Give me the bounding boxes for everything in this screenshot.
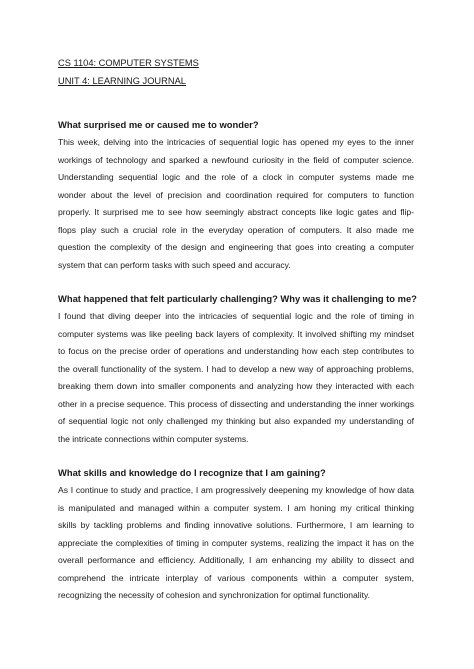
course-title: CS 1104: COMPUTER SYSTEMS (58, 58, 199, 68)
text-line: flops play such a crucial role in the everyday operation of computers. It also made me (58, 224, 414, 235)
text-line: is manipulated and managed within a computer system. I am honing my critical thinking (58, 502, 414, 513)
text-line: other in a precise sequence. This process of dissecting and understanding the inner workings (58, 398, 414, 409)
text-line: the intricate connections within computer systems. (58, 433, 249, 444)
text-line: computer systems was like peeling back layers of complexity. It involved shifting my mindset (58, 328, 414, 339)
section-paragraph (58, 482, 414, 605)
section-heading: What happened that felt particularly challenging? Why was it challenging to me? (58, 293, 417, 304)
text-line: As I continue to study and practice, I am progressively deepening my knowledge of how data (58, 485, 414, 495)
text-line: the overall functionality of the system. I had to develop a new way of approaching problems, (58, 363, 414, 374)
text-line: appreciate the complexities of timing in computer systems, realizing the impact it has on the (58, 537, 414, 548)
text-line: workings of technology and sparked a newfound curiosity in the field of computer science. (58, 154, 414, 165)
text-line: of sequential logic not only challenged my thinking but also expanded my understanding of (58, 416, 414, 426)
section-paragraph (58, 308, 414, 448)
text-line: overall performance and efficiency. Additionally, I am enhancing my ability to dissect and (58, 555, 414, 565)
text-line: question the complexity of the design and engineering that goes into creating a computer (58, 242, 414, 252)
text-line: This week, delving into the intricacies of sequential logic has opened my eyes to the inner (58, 137, 414, 147)
unit-title: UNIT 4: LEARNING JOURNAL (58, 76, 186, 86)
section-heading: What skills and knowledge do I recognize that I am gaining? (58, 467, 326, 478)
section-heading: What surprised me or caused me to wonder? (58, 119, 259, 130)
text-line: breaking them down into smaller components and analyzing how they interacted with each (58, 381, 414, 391)
section-paragraph (58, 134, 414, 274)
text-line: Understanding sequential logic and the role of a clock in computer systems made me (58, 172, 414, 182)
text-line: comprehend the intricate interplay of various components within a computer system, (58, 572, 414, 583)
text-line: properly. It surprised me to see how seemingly abstract concepts like logic gates and flip- (58, 207, 414, 217)
document-body (58, 57, 417, 605)
text-line: wonder about the level of precision and coordination required for computers to function (58, 189, 414, 200)
text-line: recognizing the necessity of cohesion and synchronization for optimal functionality. (58, 590, 370, 600)
text-line: system that can perform tasks with such speed and accuracy. (58, 259, 291, 270)
text-line: skills by tackling problems and finding innovative solutions. Furthermore, I am learning to (58, 520, 414, 530)
text-line: to focus on the precise order of operations and understanding how each step contributes to (58, 346, 414, 356)
text-line: I found that diving deeper into the intricacies of sequential logic and the role of timing in (58, 311, 414, 321)
